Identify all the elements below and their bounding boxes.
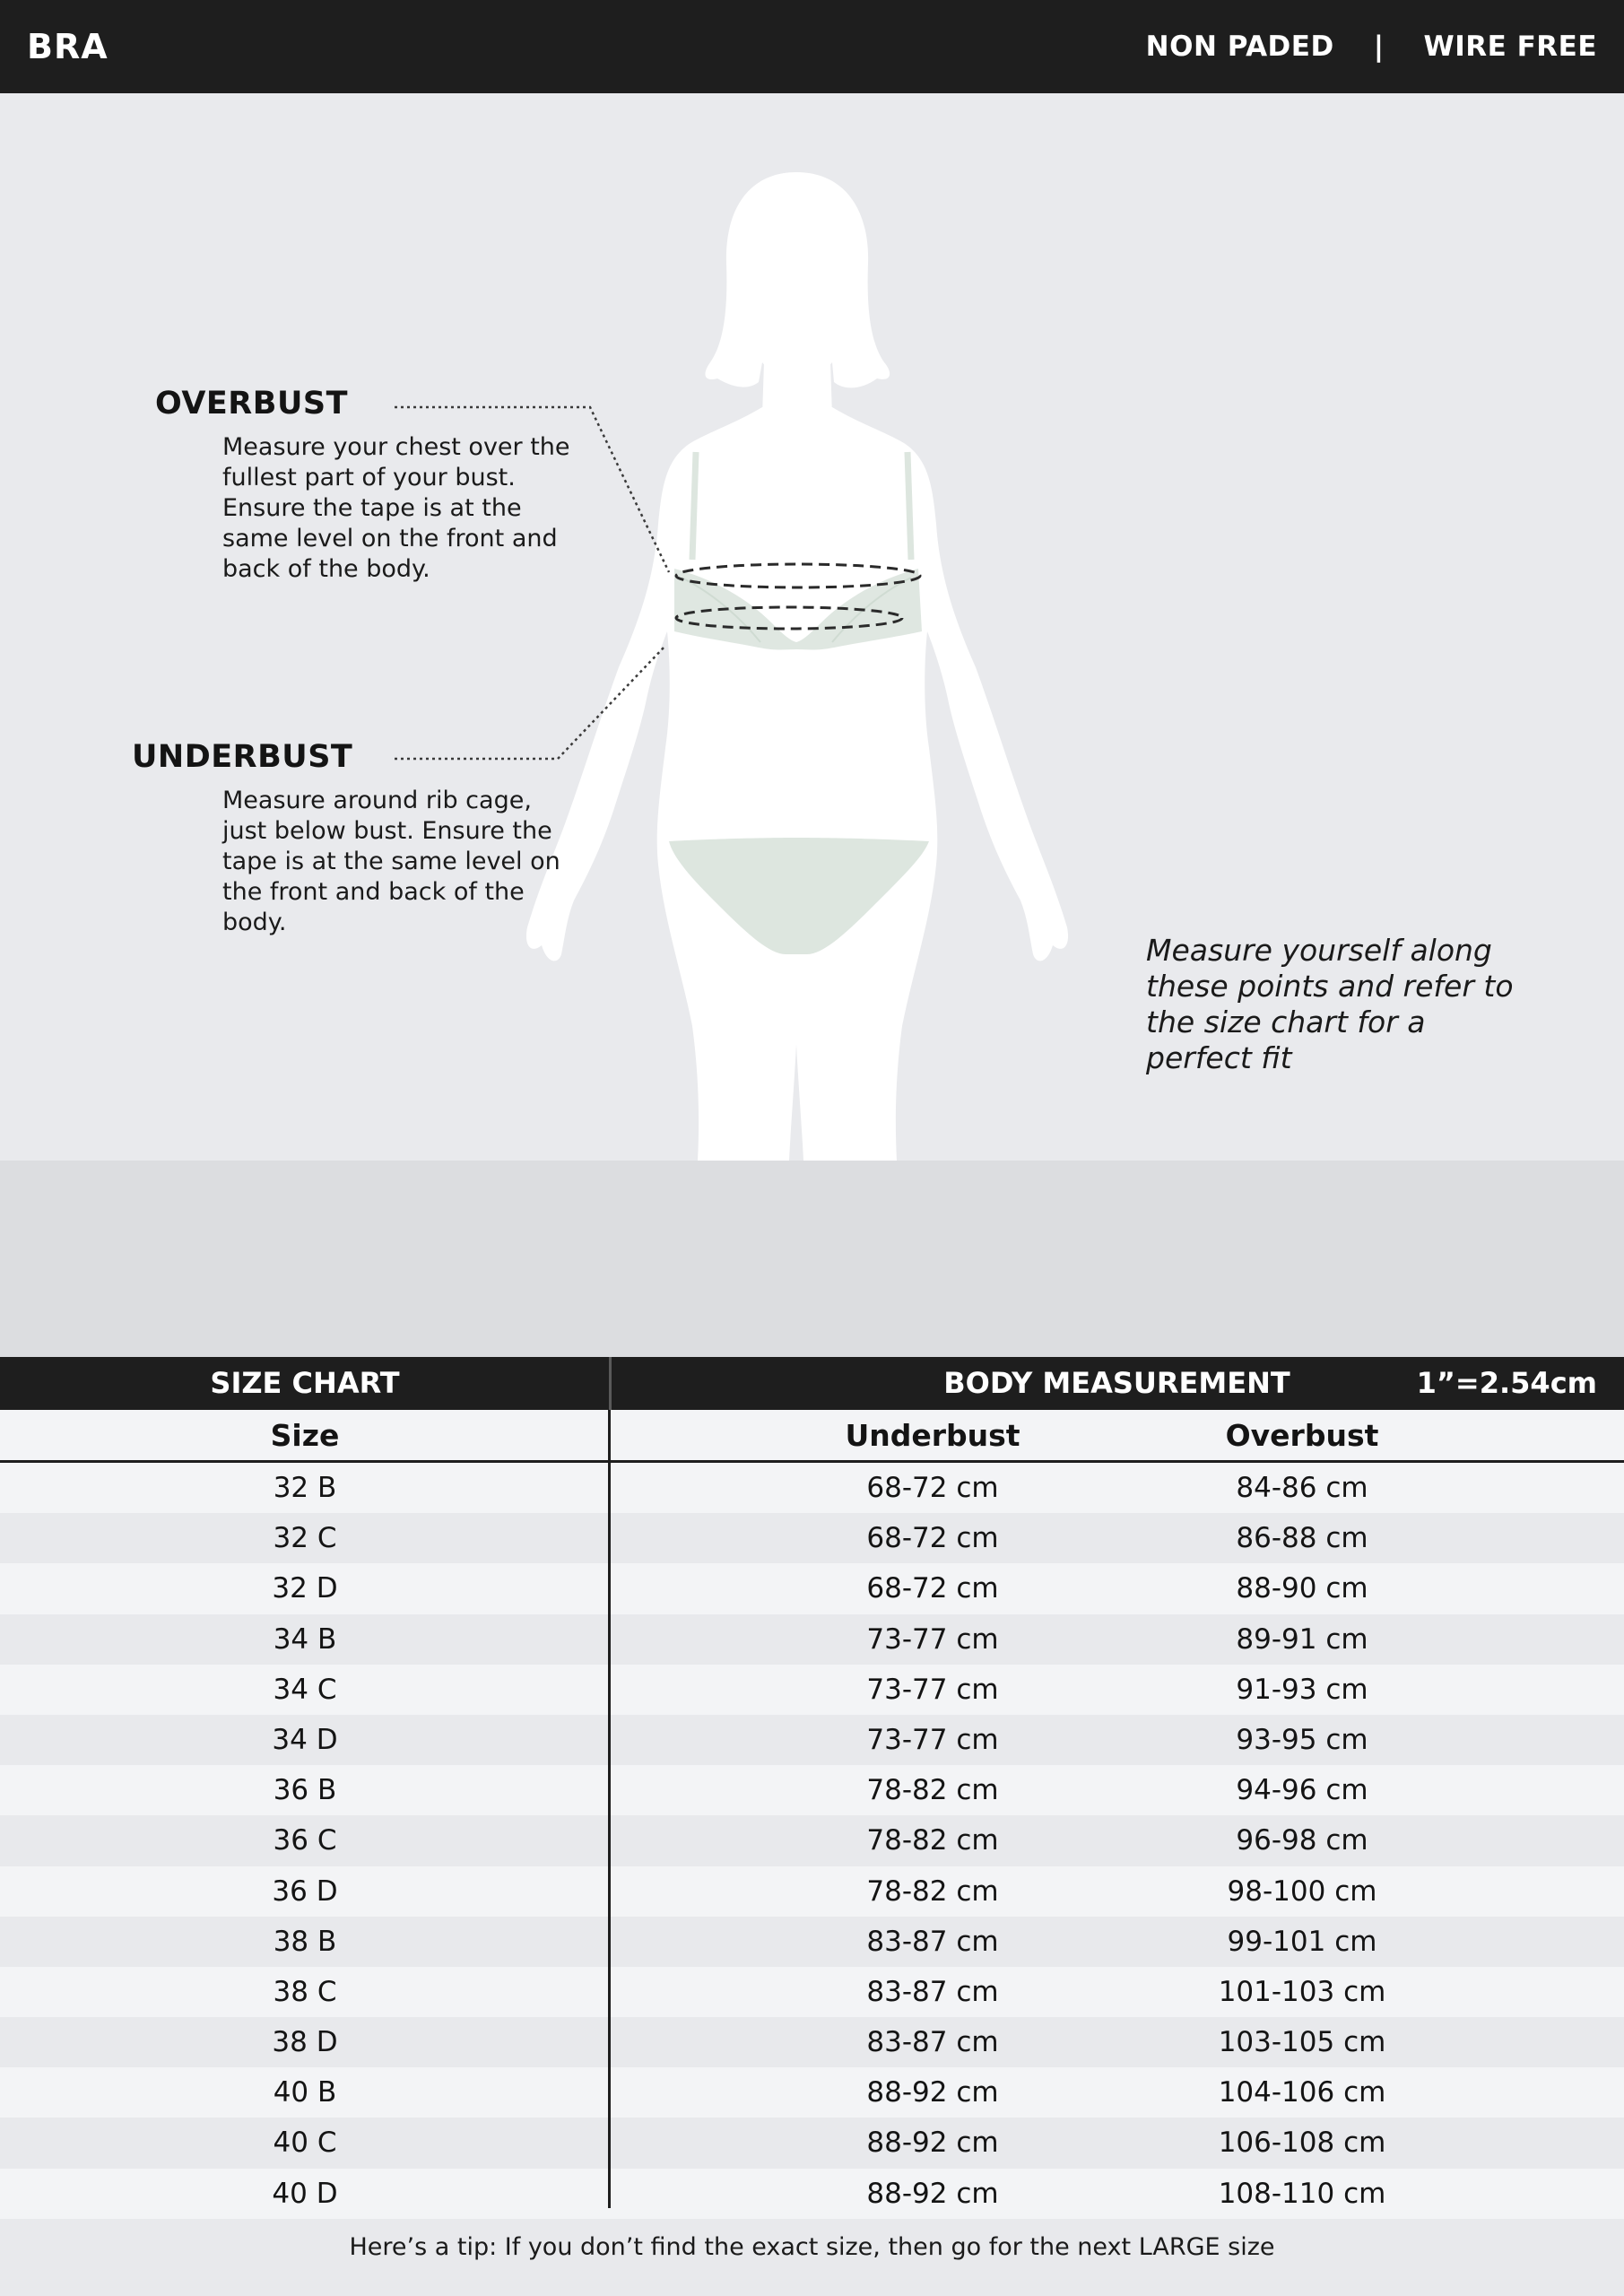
- size-cell: 34 B: [273, 1622, 337, 1656]
- overbust-cell: 91-93 cm: [1236, 1673, 1368, 1706]
- overbust-cell: 108-110 cm: [1218, 2177, 1386, 2210]
- product-tags: [1146, 0, 1597, 93]
- table-row: [0, 1665, 1624, 1715]
- underbust-cell: 88-92 cm: [866, 2126, 999, 2160]
- underbust-cell: 88-92 cm: [866, 2177, 999, 2210]
- size-cell: 36 C: [273, 1824, 337, 1857]
- body-measurement-title: BODY MEASUREMENT: [943, 1366, 1290, 1400]
- column-headers: [0, 1410, 1624, 1463]
- size-cell: 32 B: [273, 1472, 337, 1504]
- underbust-cell: 68-72 cm: [866, 1472, 999, 1504]
- size-cell: 40 B: [273, 2076, 337, 2109]
- table-row: [0, 2067, 1624, 2118]
- size-cell: 40 D: [272, 2177, 338, 2210]
- table-row: [0, 1765, 1624, 1815]
- unit-conversion: 1”=2.54cm: [1416, 1366, 1597, 1400]
- underbust-cell: 78-82 cm: [866, 1824, 999, 1857]
- overbust-description: Measure your chest over the fullest part of your bust. Ensure the tape is at the same level on the front and back of the body.: [222, 433, 570, 583]
- size-cell: 38 B: [273, 1925, 337, 1958]
- size-chart-title: SIZE CHART: [210, 1366, 400, 1400]
- size-cell: 38 D: [272, 2026, 338, 2059]
- table-row: [0, 1614, 1624, 1665]
- overbust-cell: 88-90 cm: [1236, 1572, 1368, 1605]
- size-cell: 40 C: [273, 2126, 337, 2160]
- overbust-cell: 99-101 cm: [1227, 1925, 1377, 1958]
- table-row: [0, 1715, 1624, 1765]
- overbust-cell: 84-86 cm: [1236, 1472, 1368, 1504]
- tag-non-padded: NON PADED: [1145, 30, 1334, 63]
- size-cell: 32 C: [273, 1522, 337, 1555]
- overbust-cell: 106-108 cm: [1218, 2126, 1386, 2160]
- table-column-divider: [608, 1410, 611, 2208]
- underbust-title: UNDERBUST: [132, 739, 353, 775]
- underbust-cell: 78-82 cm: [866, 1874, 999, 1908]
- overbust-cell: 89-91 cm: [1236, 1622, 1368, 1656]
- column-header-size: Size: [270, 1418, 340, 1453]
- size-cell: 34 C: [273, 1673, 337, 1706]
- underbust-cell: 83-87 cm: [866, 2026, 999, 2059]
- column-header-overbust: Overbust: [1225, 1418, 1379, 1453]
- size-cell: 34 D: [272, 1723, 338, 1756]
- underbust-cell: 88-92 cm: [866, 2076, 999, 2109]
- underbust-cell: 78-82 cm: [866, 1774, 999, 1807]
- table-row: [0, 1815, 1624, 1866]
- overbust-title: OVERBUST: [155, 386, 348, 422]
- size-chart-header: [0, 1357, 1624, 1410]
- product-title: BRA: [27, 27, 109, 66]
- underbust-cell: 73-77 cm: [866, 1673, 999, 1706]
- table-row: [0, 1563, 1624, 1613]
- floor-band: [0, 1161, 1624, 1357]
- underbust-cell: 68-72 cm: [866, 1522, 999, 1555]
- underbust-cell: 68-72 cm: [866, 1572, 999, 1605]
- overbust-cell: 93-95 cm: [1236, 1723, 1368, 1756]
- table-row: [0, 1463, 1624, 1513]
- overbust-cell: 94-96 cm: [1236, 1774, 1368, 1807]
- table-row: [0, 2118, 1624, 2168]
- underbust-cell: 83-87 cm: [866, 1925, 999, 1958]
- underbust-description: Measure around rib cage, just below bust. Ensure the tape is at the same level on the front and back of the body.: [222, 787, 560, 936]
- body-silhouette: [526, 172, 1068, 1161]
- table-row: [0, 1866, 1624, 1917]
- column-header-underbust: Underbust: [845, 1418, 1020, 1453]
- table-row: [0, 1513, 1624, 1563]
- size-cell: 36 D: [272, 1874, 338, 1908]
- size-cell: 32 D: [272, 1572, 338, 1605]
- underbust-cell: 73-77 cm: [866, 1622, 999, 1656]
- underbust-cell: 73-77 cm: [866, 1723, 999, 1756]
- size-cell: 38 C: [273, 1975, 337, 2008]
- size-cell: 36 B: [273, 1774, 337, 1807]
- measure-note: Measure yourself along these points and refer to the size chart for a perfect fit: [1146, 933, 1514, 1075]
- underbust-cell: 83-87 cm: [866, 1975, 999, 2008]
- table-row: [0, 1967, 1624, 2017]
- overbust-cell: 96-98 cm: [1236, 1824, 1368, 1857]
- overbust-cell: 101-103 cm: [1218, 1975, 1386, 2008]
- table-row: [0, 2017, 1624, 2067]
- sizing-tip: Here’s a tip: If you don’t find the exact size, then go for the next LARGE size: [349, 2233, 1275, 2261]
- overbust-cell: 86-88 cm: [1236, 1522, 1368, 1555]
- overbust-cell: 104-106 cm: [1218, 2076, 1386, 2109]
- overbust-cell: 98-100 cm: [1227, 1874, 1377, 1908]
- header-bar: [0, 0, 1624, 93]
- table-row: [0, 1917, 1624, 1967]
- tag-separator: |: [1373, 30, 1385, 63]
- overbust-cell: 103-105 cm: [1218, 2026, 1386, 2059]
- tag-wire-free: WIRE FREE: [1423, 30, 1597, 63]
- table-row: [0, 2169, 1624, 2219]
- size-table-body: [0, 1463, 1624, 2219]
